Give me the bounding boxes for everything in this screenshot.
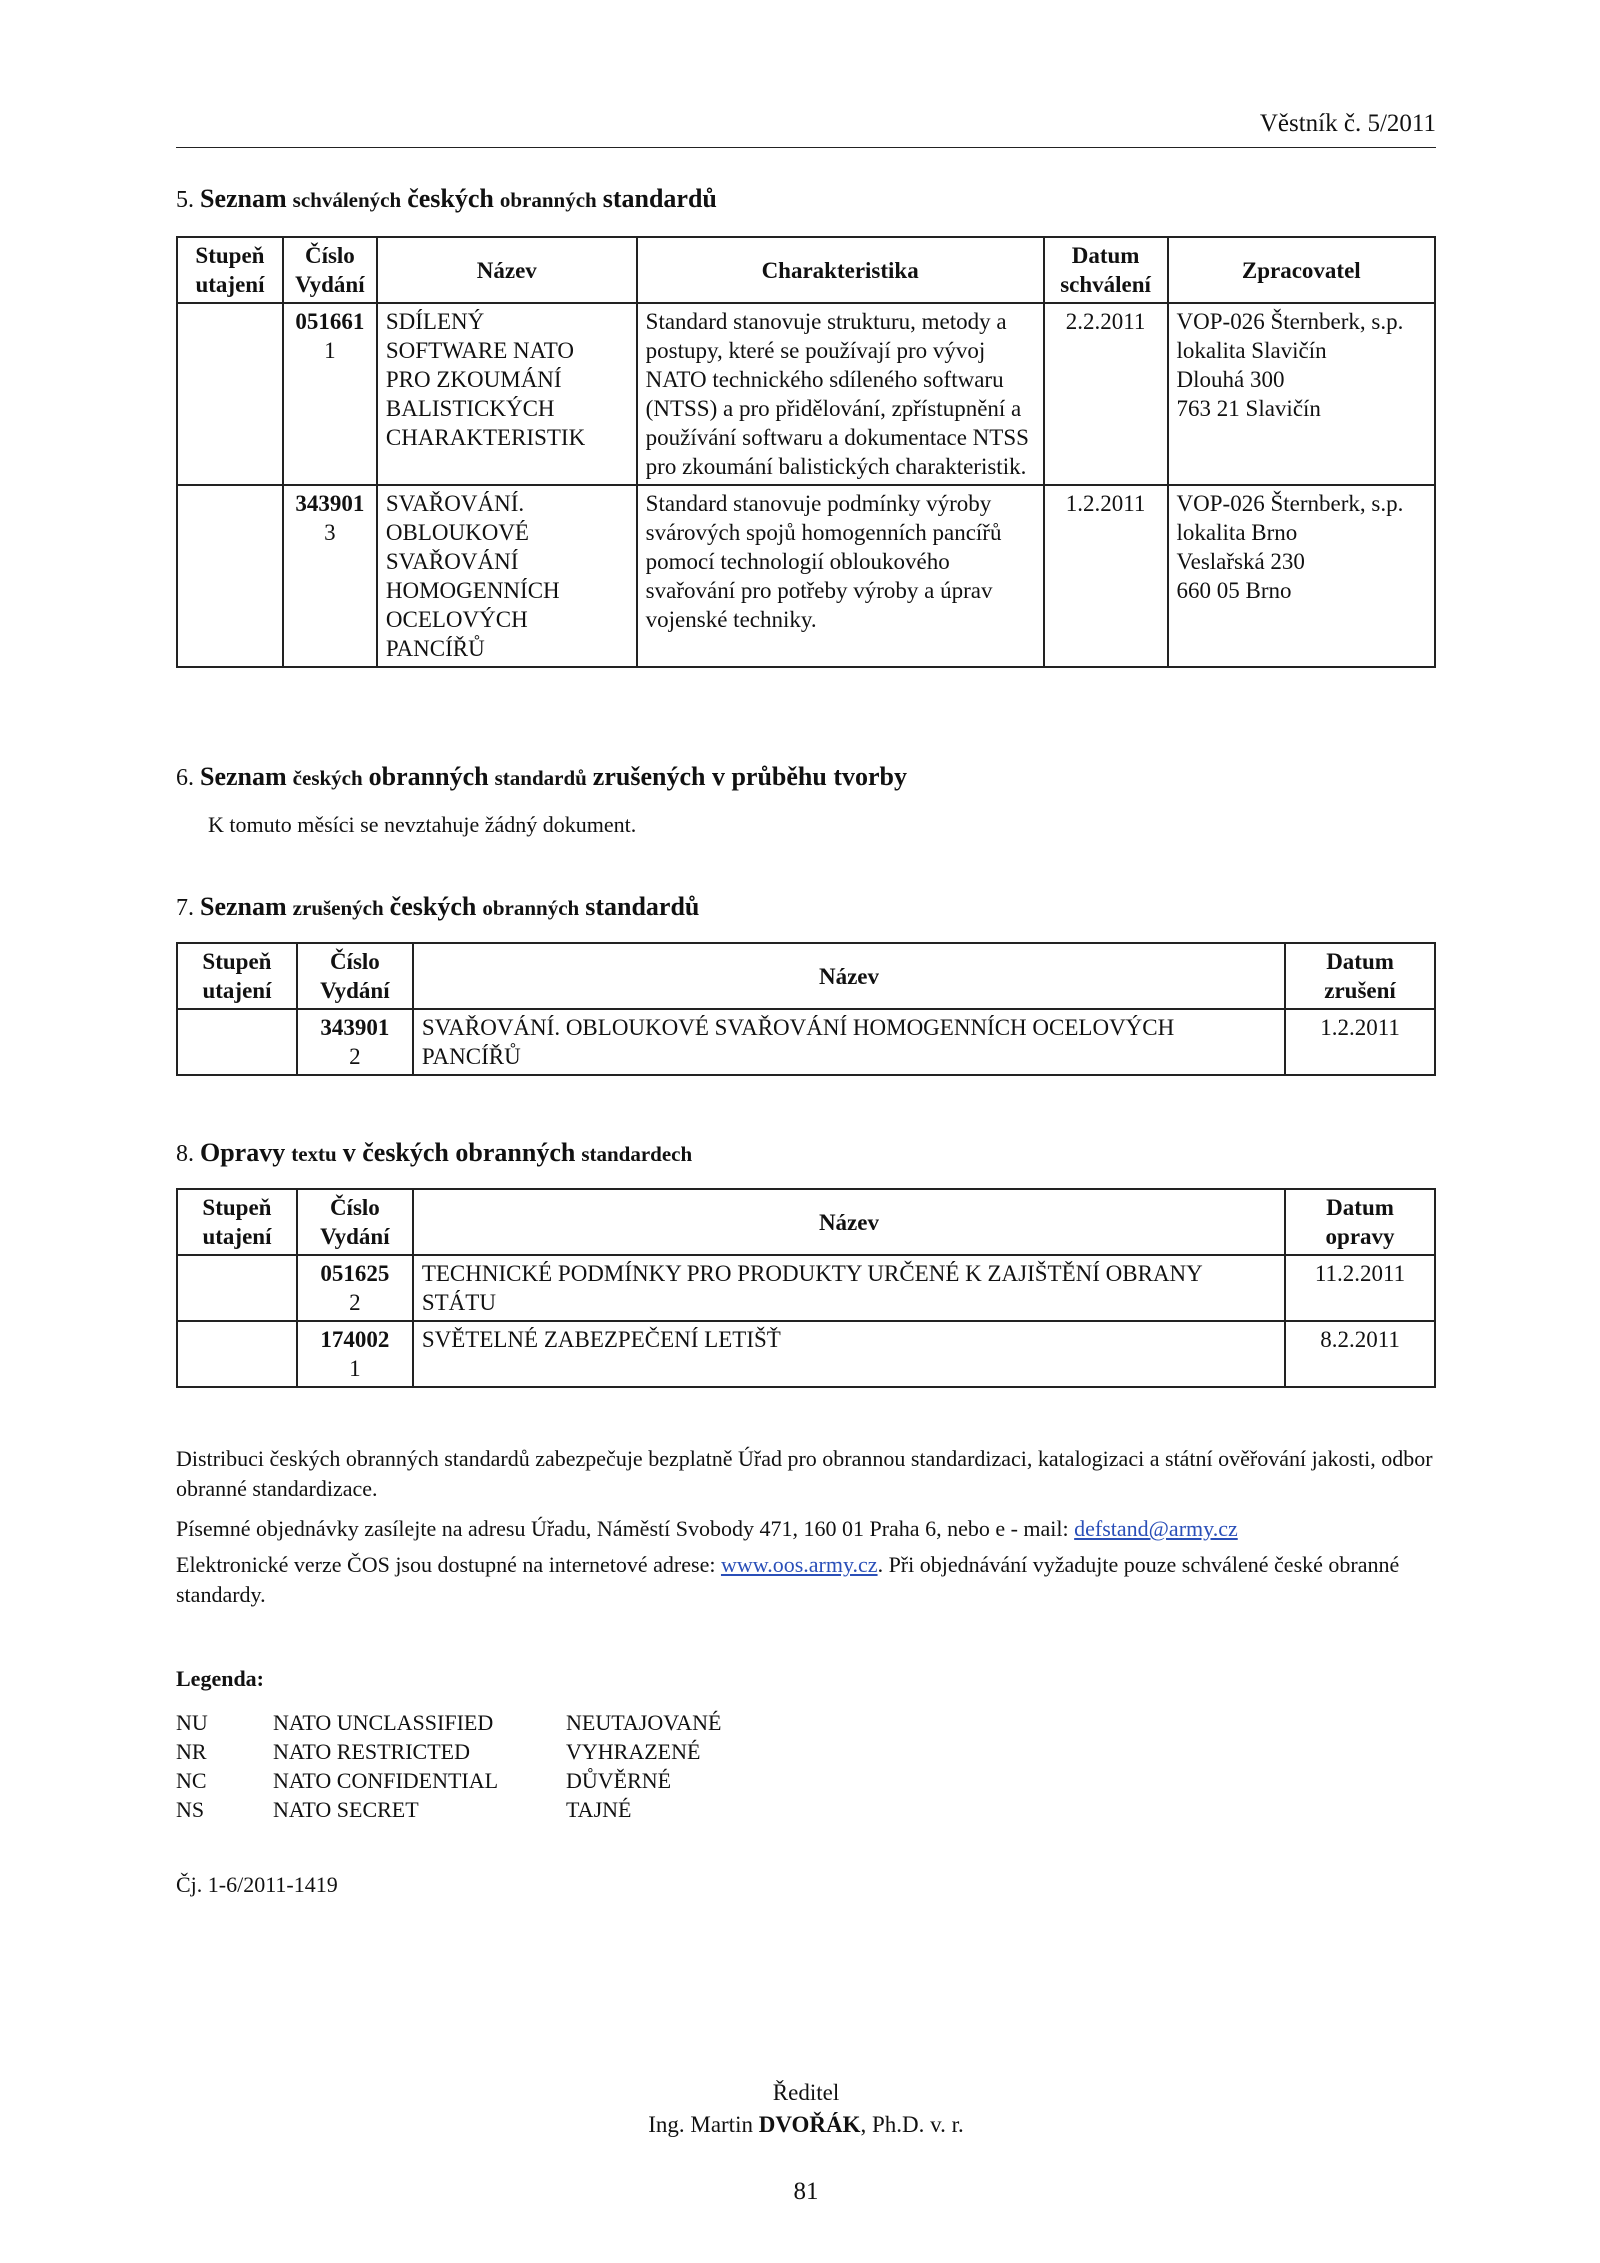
cell-stupen [177, 303, 283, 485]
section-5-title: 5. Seznam schválených českých obranných standardů [176, 184, 717, 213]
cell-nazev: SVĚTELNÉ ZABEZPEČENÍ LETIŠŤ [413, 1321, 1285, 1387]
table-header-row [177, 237, 1435, 303]
col-header-cislo: Číslo Vydání [297, 943, 413, 1009]
cell-cislo: 051661 1 [283, 303, 377, 485]
legend-row [176, 1739, 876, 1769]
legend-cz: VYHRAZENÉ [566, 1739, 701, 1764]
cell-stupen [177, 1321, 297, 1387]
legend-nato: NATO UNCLASSIFIED [273, 1710, 494, 1735]
col-header-stupen: Stupeň utajení [177, 1189, 297, 1255]
section-8-title: 8. Opravy textu v českých obranných standardech [176, 1138, 693, 1167]
table-row [177, 485, 1435, 667]
legend-cz: NEUTAJOVANÉ [566, 1710, 722, 1735]
legend-row [176, 1710, 876, 1740]
distribution-paragraph: Distribuci českých obranných standardů zabezpečuje bezplatně Úřad pro obrannou standardizaci, katalogizaci a státní ověřování jakosti, odbor obranné standardizace. [176, 1446, 1433, 1501]
legend-cz: TAJNÉ [566, 1797, 632, 1822]
email-link[interactable]: defstand@army.cz [1074, 1516, 1238, 1541]
table-row [177, 1321, 1435, 1387]
section-6-title: 6. Seznam českých obranných standardů zrušených v průběhu tvorby [176, 762, 907, 791]
legend-title: Legenda: [176, 1666, 264, 1691]
legend-nato: NATO SECRET [273, 1797, 419, 1822]
cell-datum: 1.2.2011 [1285, 1009, 1435, 1075]
table-row [177, 1255, 1435, 1321]
signature-name: Ing. Martin DVOŘÁK, Ph.D. v. r. [648, 2112, 964, 2137]
reference-number: Čj. 1-6/2011-1419 [176, 1872, 338, 1897]
col-header-datum: Datum opravy [1285, 1189, 1435, 1255]
cell-nazev: SVAŘOVÁNÍ. OBLOUKOVÉ SVAŘOVÁNÍ HOMOGENNÍCH OCELOVÝCH PANCÍŘŮ [377, 485, 637, 667]
cell-nazev: SDÍLENÝ SOFTWARE NATO PRO ZKOUMÁNÍ BALISTICKÝCH CHARAKTERISTIK [377, 303, 637, 485]
header-rule [176, 147, 1436, 148]
col-header-datum: Datum schválení [1044, 237, 1168, 303]
cell-nazev: TECHNICKÉ PODMÍNKY PRO PRODUKTY URČENÉ K ZAJIŠTĚNÍ OBRANY STÁTU [413, 1255, 1285, 1321]
legend-code: NR [176, 1739, 207, 1764]
legend-nato: NATO RESTRICTED [273, 1739, 470, 1764]
cell-stupen [177, 485, 283, 667]
col-header-zpracovatel: Zpracovatel [1168, 237, 1435, 303]
cell-cislo: 174002 1 [297, 1321, 413, 1387]
cell-zpracovatel: VOP-026 Šternberk, s.p. lokalita Brno Veslařská 230 660 05 Brno [1168, 485, 1435, 667]
table-row [177, 303, 1435, 485]
cell-zpracovatel: VOP-026 Šternberk, s.p. lokalita Slavičín Dlouhá 300 763 21 Slavičín [1168, 303, 1435, 485]
col-header-charakteristika: Charakteristika [637, 237, 1044, 303]
legend-code: NC [176, 1768, 207, 1793]
page-number: 81 [793, 2178, 819, 2205]
legend-nato: NATO CONFIDENTIAL [273, 1768, 499, 1793]
cell-charakteristika: Standard stanovuje podmínky výroby svárových spojů homogenních pancířů pomocí technologií obloukového svařování pro potřeby výroby a úprav vojenské techniky. [637, 485, 1044, 667]
legend-row [176, 1797, 876, 1827]
cell-cislo: 343901 3 [283, 485, 377, 667]
cancelled-standards-table [176, 942, 1436, 1076]
journal-header: Věstník č. 5/2011 [1259, 110, 1436, 137]
signature-role: Ředitel [772, 2080, 840, 2105]
cell-charakteristika: Standard stanovuje strukturu, metody a postupy, které se používají pro vývoj NATO technického sdíleného softwaru (NTSS) a pro přidělování, zpřístupnění a používání softwaru a dokumentace NTSS pro zkoumání balistických charakteristik. [637, 303, 1044, 485]
legend-code: NS [176, 1797, 205, 1822]
col-header-datum: Datum zrušení [1285, 943, 1435, 1009]
legend-cz: DŮVĚRNÉ [566, 1768, 672, 1793]
col-header-nazev: Název [413, 943, 1285, 1009]
orders-paragraph: Písemné objednávky zasílejte na adresu Úřadu, Náměstí Svobody 471, 160 01 Praha 6, nebo e - mail: defstand@army.cz [176, 1516, 1238, 1541]
cell-cislo: 051625 2 [297, 1255, 413, 1321]
col-header-stupen: Stupeň utajení [177, 943, 297, 1009]
col-header-nazev: Název [413, 1189, 1285, 1255]
legend-code: NU [176, 1710, 208, 1735]
table-header-row [177, 943, 1435, 1009]
col-header-cislo: Číslo Vydání [283, 237, 377, 303]
col-header-cislo: Číslo Vydání [297, 1189, 413, 1255]
approved-standards-table [176, 236, 1436, 668]
table-row [177, 1009, 1435, 1075]
cell-cislo: 343901 2 [297, 1009, 413, 1075]
cell-stupen [177, 1009, 297, 1075]
cell-datum: 2.2.2011 [1044, 303, 1168, 485]
legend-row [176, 1768, 876, 1798]
section-6-note: K tomuto měsíci se nevztahuje žádný dokument. [208, 812, 637, 837]
section-7-title: 7. Seznam zrušených českých obranných standardů [176, 892, 700, 921]
cell-datum: 11.2.2011 [1285, 1255, 1435, 1321]
website-link[interactable]: www.oos.army.cz [720, 1552, 878, 1577]
table-header-row [177, 1189, 1435, 1255]
cell-datum: 1.2.2011 [1044, 485, 1168, 667]
col-header-nazev: Název [377, 237, 637, 303]
corrections-table [176, 1188, 1436, 1388]
cell-nazev: SVAŘOVÁNÍ. OBLOUKOVÉ SVAŘOVÁNÍ HOMOGENNÍCH OCELOVÝCH PANCÍŘŮ [413, 1009, 1285, 1075]
electronic-versions-paragraph: Elektronické verze ČOS jsou dostupné na internetové adrese: www.oos.army.cz. Při objednávání vyžadujte pouze schválené české obranné standardy. [176, 1552, 1400, 1607]
cell-datum: 8.2.2011 [1285, 1321, 1435, 1387]
col-header-stupen: Stupeň utajení [177, 237, 283, 303]
cell-stupen [177, 1255, 297, 1321]
